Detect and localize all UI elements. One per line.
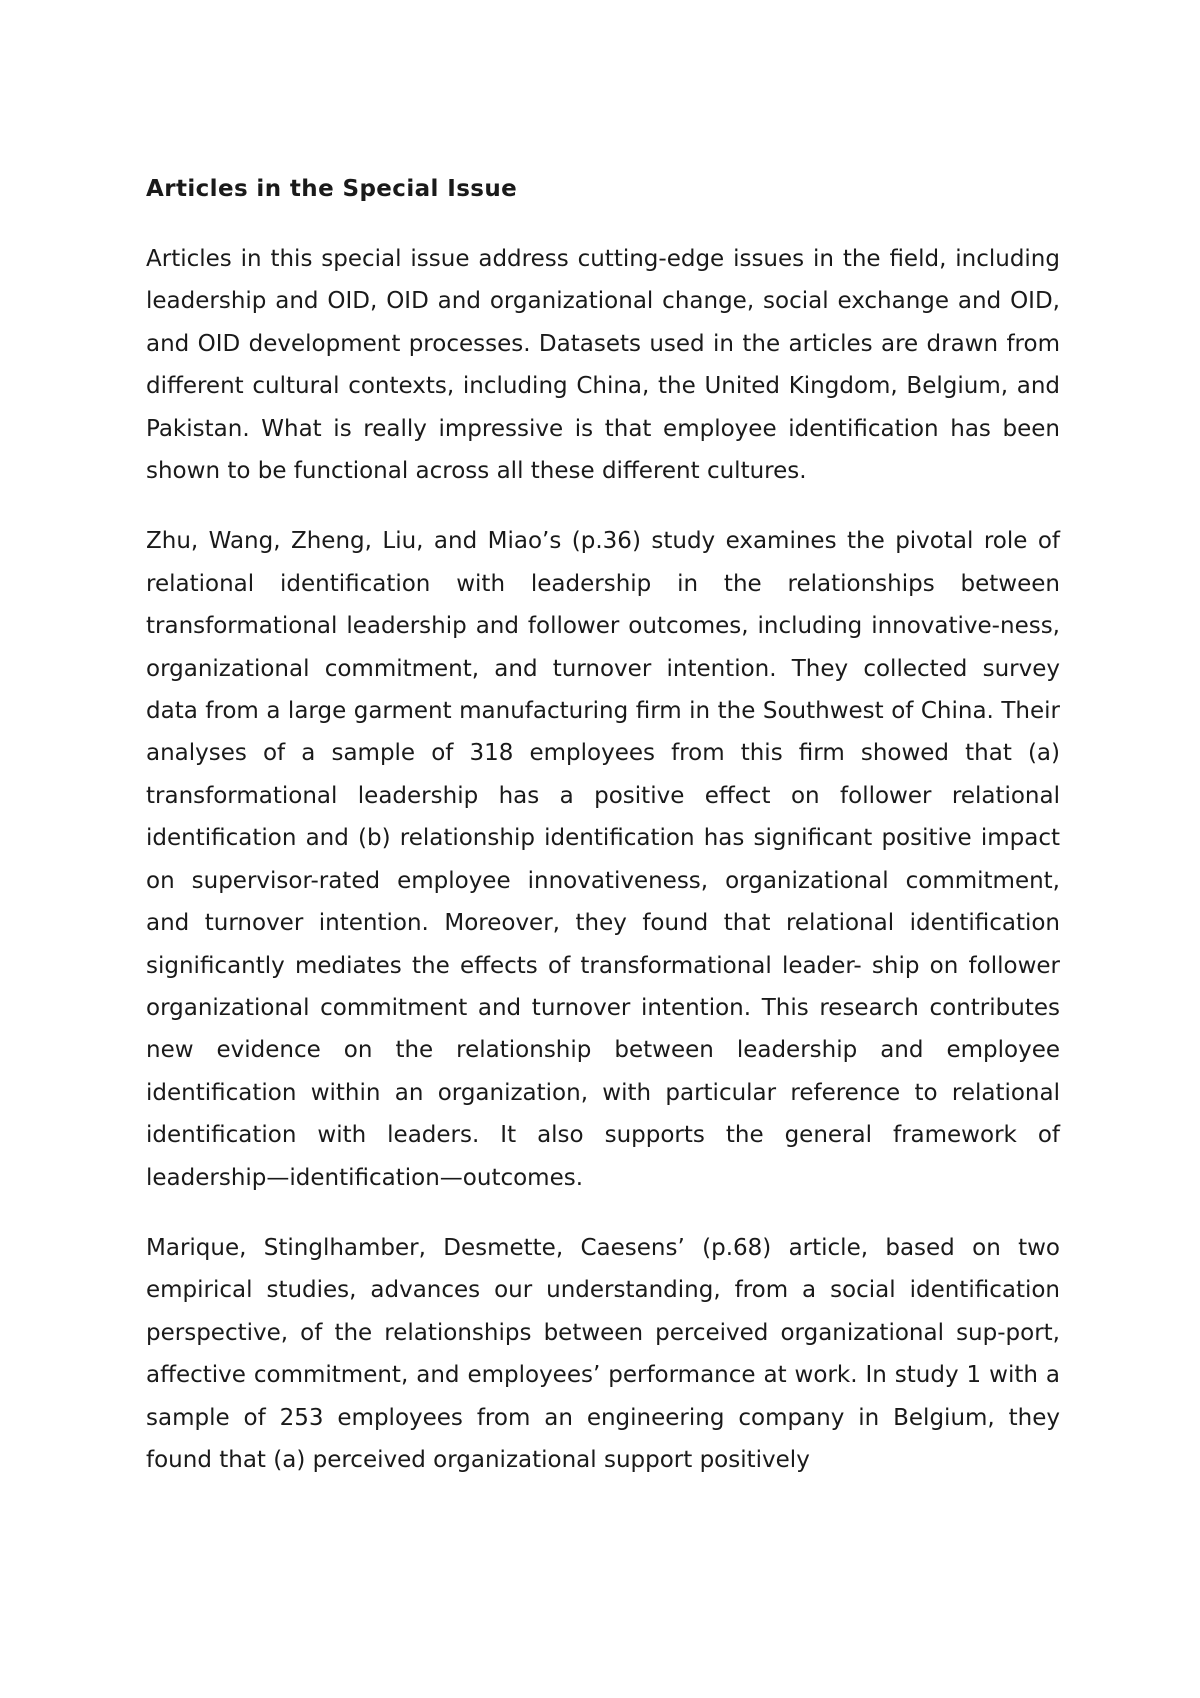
section-heading: Articles in the Special Issue (146, 176, 518, 202)
paragraph-marique-study: Marique, Stinglhamber, Desmette, Caesens’ (p.68) article, based on two empirical studies, advances our understanding, from a social identification perspective, of the relationships between perceived organizational sup-port, affective commitment, and employees’ performance at work. In study 1 with a sample of 253 employees from an engineering company in Belgium, they found that (a) perceived organizational support positively (146, 1234, 1060, 1473)
document-body (146, 168, 1060, 1509)
paragraph-intro: Articles in this special issue address cutting-edge issues in the field, including leadership and OID, OID and organizational change, social exchange and OID, and OID development processes. Datasets used in the articles are drawn from different cultural contexts, including China, the United Kingdom, Belgium, and Pakistan. What is really impressive is that employee identification has been shown to be functional across all these different cultures. (146, 246, 1060, 485)
paragraph-zhu-study: Zhu, Wang, Zheng, Liu, and Miao’s (p.36) study examines the pivotal role of relational identification with leadership in the relationships between transformational leadership and follower outcomes, including innovative-ness, organizational commitment, and turnover intention. They collected survey data from a large garment manufacturing firm in the Southwest of China. Their analyses of a sample of 318 employees from this firm showed that (a) transformational leadership has a positive effect on follower relational identification and (b) relationship identification has significant positive impact on supervisor-rated employee innovativeness, organizational commitment, and turnover intention. Moreover, they found that relational identification significantly mediates the effects of transformational leader- ship on follower organizational commitment and turnover intention. This research contributes new evidence on the relationship between leadership and employee identification within an organization, with particular reference to relational identification with leaders. It also supports the general framework of leadership—identification—outcomes. (146, 528, 1060, 1191)
